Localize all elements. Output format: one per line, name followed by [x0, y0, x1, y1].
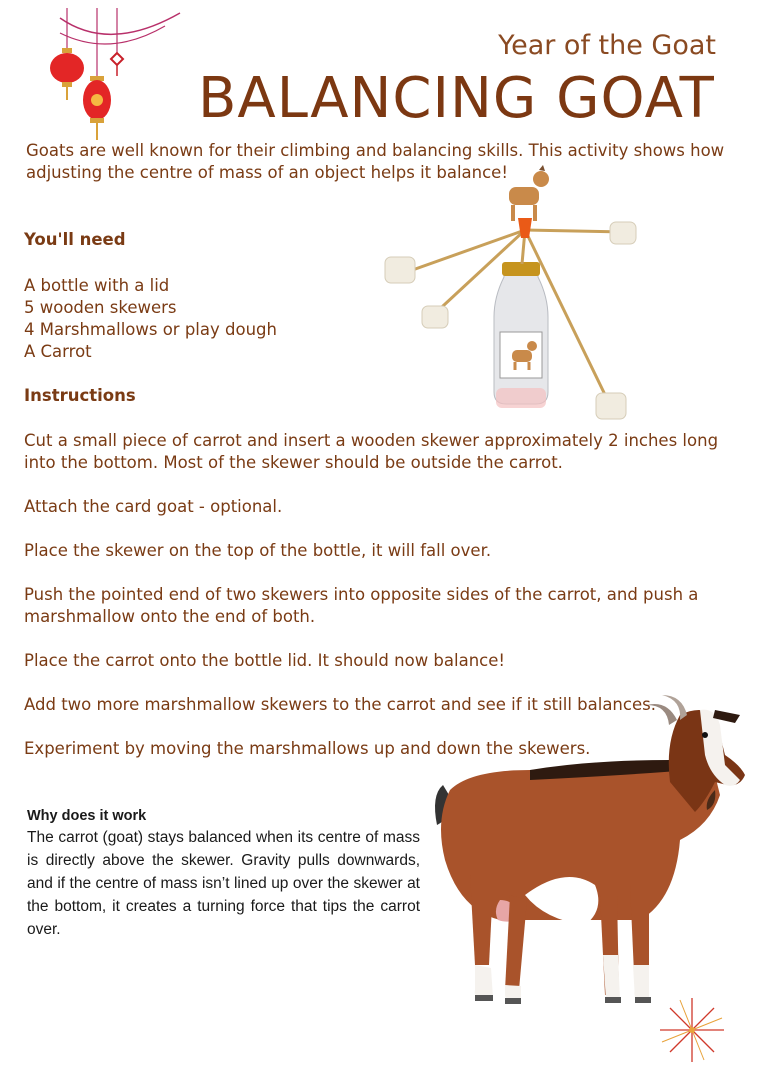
- list-item: Place the skewer on the top of the bottle, it will fall over.: [24, 541, 492, 560]
- lanterns-decoration: [40, 8, 190, 148]
- list-item: A bottle with a lid: [24, 276, 170, 295]
- why-section: [27, 808, 420, 941]
- why-body: The carrot (goat) stays balanced when its centre of mass is directly above the skewer. Gravity pulls downwards, and if the centre of mass isn’t lined up over the skewer at the bottom, it creates a turning force that tips the carrot over.: [27, 829, 420, 938]
- list-item: Add two more marshmallow skewers to the carrot and see if it still balances.: [24, 695, 656, 714]
- firework-decoration: [650, 990, 735, 1070]
- list-item: A Carrot: [24, 342, 92, 361]
- list-item: Experiment by moving the marshmallows up and down the skewers.: [24, 739, 591, 758]
- list-item: 4 Marshmallows or play dough: [24, 320, 277, 339]
- needs-heading: You'll need: [24, 230, 126, 249]
- page-subtitle: Year of the Goat: [498, 30, 716, 61]
- why-heading: Why does it work: [27, 808, 147, 824]
- needs-list: [24, 275, 277, 363]
- list-item: Cut a small piece of carrot and insert a wooden skewer approximately 2 inches long into the bottom. Most of the skewer should be outside the carrot.: [24, 431, 719, 472]
- goat-illustration: [415, 695, 755, 1015]
- list-item: Attach the card goat - optional.: [24, 497, 283, 516]
- list-item: Push the pointed end of two skewers into opposite sides of the carrot, and push a marshmallow onto the end of both.: [24, 585, 699, 626]
- page-title: BALANCING GOAT: [198, 66, 715, 131]
- bottle-experiment-illustration: [370, 160, 650, 420]
- intro-paragraph: Goats are well known for their climbing and balancing skills. This activity shows how adjusting the centre of mass of an object helps it balance!: [26, 141, 725, 182]
- list-item: 5 wooden skewers: [24, 298, 177, 317]
- list-item: Place the carrot onto the bottle lid. It should now balance!: [24, 651, 506, 670]
- instructions-heading: Instructions: [24, 386, 136, 405]
